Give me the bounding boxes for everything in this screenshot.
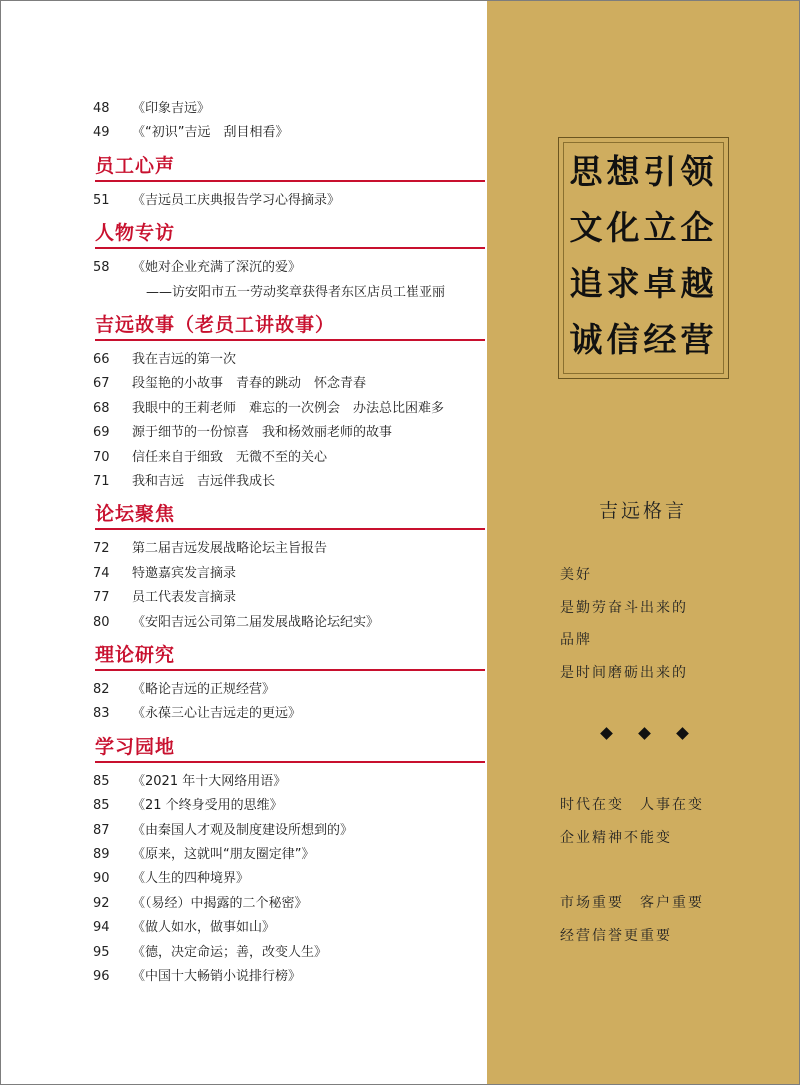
toc-entry[interactable]: [1, 189, 487, 213]
maxim-line: 是时间磨砺出来的: [560, 665, 688, 681]
toc-page-number: 92: [93, 895, 110, 911]
motto-line: 文化立企: [569, 208, 718, 247]
diamond-icon: [638, 727, 651, 740]
section-divider-line: [95, 247, 485, 249]
toc-entry[interactable]: [1, 678, 487, 702]
maxim-line: 美好: [560, 567, 592, 583]
maxim-line: 时代在变 人事在变: [560, 797, 704, 813]
toc-entry[interactable]: [1, 941, 487, 965]
toc-entry[interactable]: [1, 256, 487, 280]
toc-entry[interactable]: [1, 770, 487, 794]
maxim-line: 是勤劳奋斗出来的: [560, 600, 688, 616]
toc-entry-title: 《她对企业充满了深沉的爱》: [132, 260, 302, 276]
toc-page-number: 87: [93, 822, 110, 838]
toc-entry-title: 《2021 年十大网络用语》: [132, 773, 287, 789]
toc-entry[interactable]: [1, 916, 487, 940]
toc-entry-title: 《做人如水，做事如山》: [132, 920, 276, 936]
maxim-line: 企业精神不能变: [560, 830, 672, 846]
toc-page-number: 72: [93, 541, 110, 557]
toc-entry[interactable]: [1, 819, 487, 843]
maxim-line: 品牌: [560, 632, 592, 648]
toc-page-number: 83: [93, 706, 110, 722]
toc-entry[interactable]: [1, 281, 487, 305]
toc-page-number: 82: [93, 682, 110, 697]
toc-page-number: 66: [93, 352, 110, 367]
toc-page-number: 74: [93, 565, 110, 581]
toc-page-number: 58: [93, 260, 110, 276]
section-divider-line: [95, 339, 485, 341]
toc-page-number: 69: [93, 425, 110, 441]
toc-entry-title: 信任来自于细致 无微不至的关心: [132, 449, 328, 465]
table-of-contents: [1, 1, 487, 1084]
section-heading: [95, 501, 485, 531]
toc-entry[interactable]: [1, 421, 487, 445]
section-heading: [95, 220, 485, 250]
toc-page-number: 96: [93, 969, 110, 984]
section-divider-line: [95, 528, 485, 530]
toc-entry[interactable]: [1, 121, 487, 145]
motto-line: 诚信经营: [569, 320, 718, 359]
toc-page-number: 71: [93, 474, 110, 489]
toc-entry-title: 《原来，这就叫“朋友圈定律”》: [132, 847, 315, 862]
toc-page-number: 67: [93, 376, 110, 392]
toc-entry-title: 《“初识”吉远 刮目相看》: [132, 125, 289, 141]
toc-entry[interactable]: [1, 537, 487, 561]
toc-entry-title: 我和吉远 吉远伴我成长: [132, 474, 276, 489]
toc-entry-title: 我眼中的王莉老师 难忘的一次例会 办法总比困难多: [132, 400, 445, 416]
toc-entry[interactable]: [1, 372, 487, 396]
toc-entry[interactable]: [1, 965, 487, 989]
diamond-icon: [676, 727, 689, 740]
toc-page-number: 70: [93, 449, 110, 465]
section-heading-label: 吉远故事（老员工讲故事）: [95, 314, 336, 336]
toc-entry[interactable]: [1, 97, 487, 121]
section-divider-line: [95, 669, 485, 671]
maxims-title: 吉远格言: [598, 500, 687, 522]
section-heading-label: 理论研究: [95, 644, 176, 666]
diamond-icon: [600, 727, 613, 740]
toc-entry-title: 段玺艳的小故事 青春的跳动 怀念青春: [132, 376, 367, 392]
toc-page-number: 80: [93, 614, 110, 630]
toc-page-number: 48: [93, 101, 110, 116]
section-divider-line: [95, 761, 485, 763]
toc-page-number: 68: [93, 400, 110, 416]
motto-box: [558, 137, 729, 379]
toc-entry-title: 《吉远员工庆典报告学习心得摘录》: [132, 192, 341, 208]
section-heading: [95, 312, 485, 342]
gold-side-panel: [487, 1, 799, 1084]
toc-entry[interactable]: [1, 397, 487, 421]
toc-page-number: 85: [93, 773, 110, 789]
section-heading: [95, 642, 485, 672]
toc-entry[interactable]: [1, 843, 487, 867]
toc-entry-title: 《略论吉远的正规经营》: [132, 682, 276, 697]
toc-page-number: 94: [93, 920, 110, 936]
toc-entry-title: 《21 个终身受用的思维》: [132, 798, 283, 814]
toc-page-number: 89: [93, 847, 110, 862]
toc-entry-title: 《由秦国人才观及制度建设所想到的》: [132, 822, 354, 838]
toc-entry-title: 《德，决定命运；善，改变人生》: [132, 944, 328, 960]
toc-entry-title: 《人生的四种境界》: [132, 871, 250, 887]
toc-entry[interactable]: [1, 867, 487, 891]
maxim-line: 经营信誉更重要: [560, 928, 672, 944]
toc-entry[interactable]: [1, 794, 487, 818]
toc-entry-title: 员工代表发言摘录: [132, 590, 237, 606]
motto-line: 思想引领: [569, 152, 718, 191]
section-heading: [95, 734, 485, 764]
toc-entry[interactable]: [1, 562, 487, 586]
toc-page-number: 51: [93, 192, 110, 208]
toc-page-number: 90: [93, 871, 110, 887]
toc-entry-title: ——访安阳市五一劳动奖章获得者东区店员工崔亚丽: [146, 284, 446, 300]
toc-entry-title: 《中国十大畅销小说排行榜》: [132, 969, 302, 984]
toc-entry[interactable]: [1, 702, 487, 726]
toc-page-number: 77: [93, 590, 110, 606]
toc-entry[interactable]: [1, 446, 487, 470]
section-heading-label: 论坛聚焦: [95, 503, 176, 526]
section-divider-line: [95, 180, 485, 182]
toc-entry-title: 特邀嘉宾发言摘录: [132, 565, 237, 581]
toc-entry[interactable]: [1, 892, 487, 916]
toc-entry[interactable]: [1, 348, 487, 372]
toc-entry[interactable]: [1, 470, 487, 494]
toc-entry-title: 《安阳吉远公司第二届发展战略论坛纪实》: [132, 614, 380, 630]
toc-entry-title: 源于细节的一份惊喜 我和杨效丽老师的故事: [132, 425, 393, 441]
toc-entry-title: 《永葆三心让吉远走的更远》: [132, 706, 302, 722]
maxim-line: 市场重要 客户重要: [560, 895, 704, 911]
section-heading-label: 学习园地: [95, 735, 176, 758]
section-heading-label: 员工心声: [95, 154, 176, 177]
section-heading-label: 人物专访: [95, 222, 176, 245]
toc-entry-title: 《印象吉远》: [132, 101, 211, 116]
motto-line: 追求卓越: [569, 264, 718, 303]
diamond-divider: [487, 727, 799, 743]
toc-entry-title: 《（易经）中揭露的二个秘密》: [132, 895, 308, 911]
section-heading: [95, 153, 485, 183]
toc-entry-title: 我在吉远的第一次: [132, 352, 237, 367]
toc-entry[interactable]: [1, 586, 487, 610]
toc-page-number: 95: [93, 944, 110, 960]
toc-page-number: 85: [93, 798, 110, 814]
toc-entry[interactable]: [1, 611, 487, 635]
toc-entry-title: 第二届吉远发展战略论坛主旨报告: [132, 541, 328, 557]
toc-page-number: 49: [93, 125, 110, 141]
